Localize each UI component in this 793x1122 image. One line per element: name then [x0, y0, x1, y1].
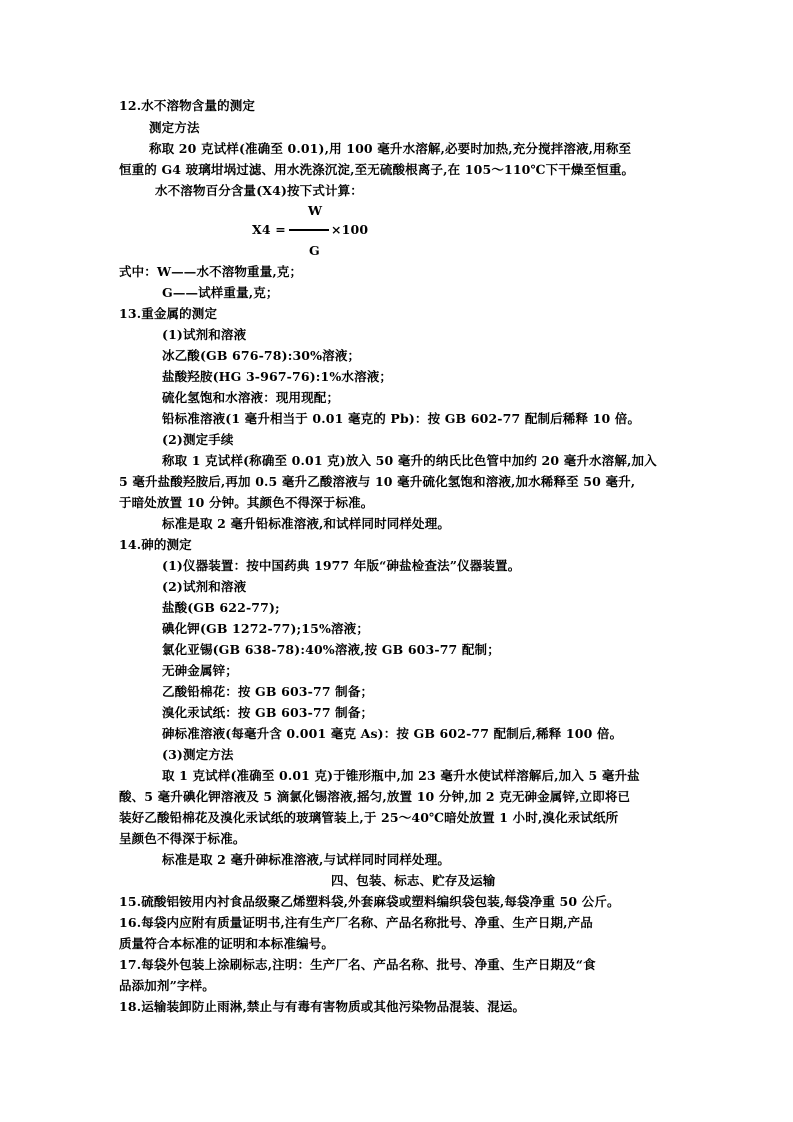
reagent-line: 冰乙酸(GB 676-78):30%溶液； — [162, 348, 361, 363]
calc-intro: 水不溶物百分含量(X4)按下式计算： — [155, 183, 363, 198]
method-title: 测定方法 — [149, 120, 200, 135]
paragraph-line: 标准是取 2 毫升砷标准溶液,与试样同时同样处理。 — [162, 852, 451, 867]
reagent-line: 铅标准溶液(1 毫升相当于 0.01 毫克的 Pb)：按 GB 602-77 配制后稀释 10 倍。 — [162, 411, 641, 426]
where-w: 式中：W——水不溶物重量,克； — [119, 264, 303, 279]
clause-17: 17.每袋外包装上涂刷标志,注明：生产厂名、产品名称、批号、净重、生产日期及“食 — [119, 957, 596, 972]
section-14-heading: 14.砷的测定 — [119, 537, 192, 552]
subheading: (1)试剂和溶液 — [162, 327, 247, 342]
clause-16: 16.每袋内应附有质量证明书,注有生产厂名称、产品名称批号、净重、生产日期,产品 — [119, 915, 593, 930]
reagent-line: 无砷金属锌； — [162, 663, 238, 678]
reagent-line: 溴化汞试纸：按 GB 603-77 制备； — [162, 705, 374, 720]
formula-denominator: G — [309, 243, 320, 258]
reagent-line: 砷标准溶液(每毫升含 0.001 毫克 As)：按 GB 602-77 配制后,稀释 100 倍。 — [162, 726, 623, 741]
part-4-title: 四、包装、标志、贮存及运输 — [331, 873, 496, 888]
section-13-heading: 13.重金属的测定 — [119, 306, 218, 321]
clause-15: 15.硫酸铝铵用内衬食品级聚乙烯塑料袋,外套麻袋或塑料编织袋包装,每袋净重 50 公斤。 — [119, 894, 620, 909]
paragraph-line: 呈颜色不得深于标准。 — [119, 831, 246, 846]
where-g: G——试样重量,克； — [162, 285, 279, 300]
fraction-bar — [289, 229, 329, 231]
reagent-line: 碘化钾(GB 1272-77);15%溶液； — [162, 621, 369, 636]
paragraph-line: 装好乙酸铅棉花及溴化汞试纸的玻璃管装上,于 25～40℃暗处放置 1 小时,溴化汞试纸所 — [119, 810, 619, 825]
paragraph-line: 称取 1 克试样(称确至 0.01 克)放入 50 毫升的纳氏比色管中加约 20 毫升水溶解,加入 — [162, 453, 657, 468]
reagent-line: 乙酸铅棉花：按 GB 603-77 制备； — [162, 684, 374, 699]
subheading: (2)试剂和溶液 — [162, 579, 247, 594]
paragraph-line: 酸、5 毫升碘化钾溶液及 5 滴氯化锡溶液,摇匀,放置 10 分钟,加 2 克无砷金属锌,立即将已 — [119, 789, 631, 804]
paragraph-line: 称取 20 克试样(准确至 0.01),用 100 毫升水溶解,必要时加热,充分搅拌溶液,用称至 — [149, 141, 632, 156]
paragraph-line: 5 毫升盐酸羟胺后,再加 0.5 毫升乙酸溶液与 10 毫升硫化氢饱和溶液,加水稀释至 50 毫升, — [119, 474, 636, 489]
reagent-line: 盐酸(GB 622-77); — [162, 600, 280, 615]
paragraph-line: 恒重的 G4 玻璃坩埚过滤、用水洗涤沉淀,至无硫酸根离子,在 105～110℃下干燥至恒重。 — [119, 162, 635, 177]
formula-numerator: W — [308, 203, 323, 218]
paragraph-line: 取 1 克试样(准确至 0.01 克)于锥形瓶中,加 23 毫升水使试样溶解后,加入 5 毫升盐 — [162, 768, 640, 783]
subheading: (3)测定方法 — [162, 747, 234, 762]
reagent-line: 盐酸羟胺(HG 3-967-76):1%水溶液； — [162, 369, 393, 384]
paragraph-line: 标准是取 2 毫升铅标准溶液,和试样同时同样处理。 — [162, 516, 451, 531]
reagent-line: 氯化亚锡(GB 638-78):40%溶液,按 GB 603-77 配制； — [162, 642, 500, 657]
section-12-heading: 12.水不溶物含量的测定 — [119, 98, 256, 113]
subheading: (1)仪器装置：按中国药典 1977 年版“砷盐检查法”仪器装置。 — [162, 558, 521, 573]
clause-16-cont: 质量符合本标准的证明和本标准编号。 — [119, 936, 335, 951]
formula-lhs: X4 = — [252, 222, 286, 237]
paragraph-line: 于暗处放置 10 分钟。其颜色不得深于标准。 — [119, 495, 374, 510]
subheading: (2)测定手续 — [162, 432, 234, 447]
clause-18: 18.运输装卸防止雨淋,禁止与有毒有害物质或其他污染物品混装、混运。 — [119, 999, 526, 1014]
reagent-line: 硫化氢饱和水溶液：现用现配； — [162, 390, 340, 405]
formula-multiplier: ×100 — [331, 222, 369, 237]
clause-17-cont: 品添加剂”字样。 — [119, 978, 215, 993]
